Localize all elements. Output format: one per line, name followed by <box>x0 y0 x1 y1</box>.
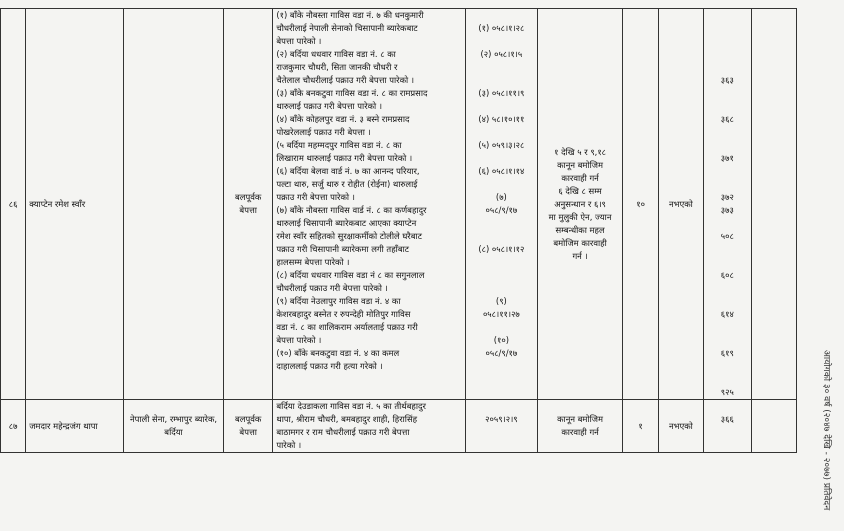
accused-name: क्याप्टेन रमेश स्वाँर <box>26 9 124 400</box>
recommendation-line: कारवाही गर्न <box>561 172 599 183</box>
date-entry: ०५८/९/१७ <box>485 348 518 358</box>
side-note <box>816 350 838 530</box>
incident-description <box>273 400 466 453</box>
recommendation-line: गर्न । <box>572 250 588 261</box>
page-number <box>707 400 747 413</box>
organization <box>124 9 224 400</box>
date-entry <box>469 126 534 139</box>
date-entry <box>469 321 534 334</box>
description-line: (६) बर्दिया बेलवा वार्ड नं. ७ का आनन्द परियार, <box>276 166 420 176</box>
description-line: (१) बाँके नौबस्ता गाविस वडा नं. ७ की धनकुमारी <box>276 10 424 20</box>
recommendation-line: कानून बमोजिम <box>557 414 604 424</box>
description-line: (२) बर्दिया धधवार गाविस वडा नं. ८ का <box>276 49 396 59</box>
description-line: पक्राउ गरी बेपत्ता पारेको । <box>276 192 355 202</box>
page-number: ३७३ <box>720 205 734 215</box>
description-line: चौधरीलाई पक्राउ गरी बेपत्ता पारेको । <box>276 283 388 293</box>
description-line: पक्राउ गरी चिसापानी ब्यारेकमा लगी तहाँबाट <box>276 244 409 254</box>
description-line: रमेश स्वाँर सहितको सुरक्षाकर्मीको टोलीले घरैबाट <box>276 231 422 241</box>
implementation-status: नभएको <box>658 9 703 400</box>
serial-number: ८६ <box>1 9 26 400</box>
date-entry <box>469 360 534 373</box>
page-number <box>707 334 747 347</box>
implementation-status: नभएको <box>658 400 703 453</box>
incident-type: बलपूर्वक बेपत्ता <box>223 400 272 453</box>
recommendation-line: कारवाही गर्न <box>561 427 599 437</box>
date-entry: (३) ०५८।११।९ <box>478 88 525 98</box>
page-number <box>707 360 747 373</box>
description-line: पारेको । <box>276 440 302 450</box>
description-line: (७) बाँके नौबस्ता गाविस वार्ड नं. ८ का कर्णबहादुर <box>276 205 427 215</box>
recommendation-line: ६ देखि ८ सम्म <box>558 185 602 196</box>
page-number <box>707 217 747 230</box>
date-entry <box>469 400 534 413</box>
organization: नेपाली सेना, रम्भापुर ब्यारेक, बर्दिया <box>124 400 224 453</box>
date-entry: २०५९।२।९ <box>485 414 518 424</box>
date-entry <box>469 426 534 439</box>
description-line: बर्दिया देउडाकला गाविस वडा नं. ५ का तीर्थबहादुर <box>276 401 426 411</box>
remarks-cell <box>751 400 796 453</box>
description-line: (९) बर्दिया नेउलापुर गाविस वडा नं. ४ का <box>276 296 401 306</box>
page-number <box>707 35 747 48</box>
date-entry: (७) <box>495 192 507 202</box>
page-number <box>707 426 747 439</box>
incident-dates <box>466 400 538 453</box>
date-entry: ०५८/९/१७ <box>485 205 518 215</box>
page-number <box>707 9 747 22</box>
date-entry <box>469 152 534 165</box>
page-number <box>707 178 747 191</box>
description-line: दाहाललाई पक्राउ गरी हत्या गरेको । <box>276 361 383 371</box>
date-entry: ०५८।११।२७ <box>482 309 520 319</box>
incident-dates <box>466 9 538 400</box>
description-line: चौधरीलाई नेपाली सेनाको चिसापानी ब्यारेकबाट <box>276 23 418 33</box>
page-references <box>704 9 751 400</box>
incident-description <box>273 9 466 400</box>
date-entry <box>469 74 534 87</box>
description-line: वडा नं. ८ का शालिकराम अर्यालताई पक्राउ गरी <box>276 322 418 332</box>
date-entry: (५) ०५९।३।२८ <box>478 140 525 150</box>
page-number: ६०८ <box>720 270 734 280</box>
description-line: बेपत्ता पारेको । <box>276 36 322 46</box>
description-line: थारुलाई चिसापानी ब्यारेकबाट आएका क्याप्टेन <box>276 218 417 228</box>
page-number <box>707 22 747 35</box>
date-entry <box>469 61 534 74</box>
description-line: थारुलाई पक्राउ गरी बेपत्ता पारेको । <box>276 101 383 111</box>
description-line: केशरबहादुर बस्नेत र रुपन्देही मोतिपुर गाविस <box>276 309 411 319</box>
date-entry: (१) ०५८।१।२८ <box>478 23 525 33</box>
incident-type: बलपूर्वक बेपत्ता <box>223 9 272 400</box>
page-number <box>707 48 747 61</box>
page-number: ६१९ <box>720 348 734 358</box>
date-entry <box>469 100 534 113</box>
date-entry: (१०) <box>493 335 509 345</box>
page-number: ३७२ <box>720 192 734 202</box>
date-entry <box>469 178 534 191</box>
date-entry <box>469 269 534 282</box>
date-entry: (२) ०५८।१।५ <box>480 49 523 59</box>
page-number <box>707 282 747 295</box>
page-references <box>704 400 751 453</box>
remarks-cell <box>751 9 796 400</box>
page-number <box>707 256 747 269</box>
recommendation-line: मा मुलुकी ऐन, ज्यान <box>548 211 612 222</box>
recommendation <box>537 400 623 453</box>
description-line: थापा, श्रीराम चौधरी, बमबहादुर शाही, हिरासिंह <box>276 414 418 424</box>
recommendation-line: अनुसन्धान र ६।९ <box>554 198 606 209</box>
victim-count: १० <box>623 9 658 400</box>
page-number <box>707 295 747 308</box>
date-entry <box>469 439 534 452</box>
date-entry <box>469 256 534 269</box>
page-number: ३७१ <box>720 153 734 163</box>
page-number <box>707 61 747 74</box>
page-number: ३६८ <box>720 114 734 124</box>
table-row <box>1 9 797 400</box>
page-number <box>707 439 747 452</box>
description-line: बेपत्ता पारेको । <box>276 335 322 345</box>
description-line: राजकुमार चौधरी, सिता जानकी चौधरी र <box>276 62 398 72</box>
date-entry <box>469 9 534 22</box>
description-line: (३) बाँके बनकटुवा गाविस वडा नं. ८ का रामप्रसाद <box>276 88 428 98</box>
date-entry: (९) <box>495 296 507 306</box>
recommendation-line: बमोजिम कारवाही <box>553 237 607 248</box>
page-number <box>707 100 747 113</box>
description-line: (५ बर्दिया महम्मदपुर गाविस वडा नं. ८ का <box>276 140 402 150</box>
description-line: हालसम्म बेपत्ता पारेको । <box>276 257 350 267</box>
description-line: बाठामगर र राम चौधरीलाई पक्राउ गरी बेपत्ता <box>276 427 410 437</box>
date-entry <box>469 217 534 230</box>
description-line: (४) बाँके कोहलपुर वडा नं. ३ बस्ने रामप्रसाद <box>276 114 410 124</box>
page-number: ३६३ <box>720 75 734 85</box>
date-entry <box>469 282 534 295</box>
page-number: ९२५ <box>720 387 734 397</box>
description-line: (८) बर्दिया धधवार गाविस वडा नं ८ का सगुनलाल <box>276 270 425 280</box>
date-entry: (८) ०५८।१।१२ <box>478 244 525 254</box>
table-row <box>1 400 797 453</box>
recommendation <box>537 9 623 400</box>
page-number <box>707 243 747 256</box>
records-table <box>0 8 797 453</box>
page-number <box>707 321 747 334</box>
date-entry: (६) ०५८।१।१४ <box>478 166 525 176</box>
side-note-text: आयोगको ३० वर्ष (२०४७ देखि - २०७७) प्रतिवेदन <box>821 350 831 511</box>
recommendation-line: सम्बन्धीका महल <box>555 224 605 235</box>
page-number <box>707 373 747 386</box>
date-entry: (४) ५८।१०।११ <box>478 114 525 124</box>
description-line: (१०) बाँके बनकटुवा वडा नं. ४ का कमल <box>276 348 400 358</box>
page-number: ६१४ <box>720 309 734 319</box>
serial-number: ८७ <box>1 400 26 453</box>
description-line: लिखाराम थारुलाई पक्राउ गरी बेपत्ता पारेको । <box>276 153 413 163</box>
page-number <box>707 139 747 152</box>
page-number <box>707 87 747 100</box>
page-number: ५०८ <box>720 231 734 241</box>
recommendation-line: १ देखि ५ र ९,१८ <box>554 146 607 157</box>
page-number <box>707 126 747 139</box>
date-entry <box>469 35 534 48</box>
description-line: पोखरेललाई पक्राउ गरी बेपत्ता । <box>276 127 371 137</box>
description-line: पल्टा थारु, सर्जु थारु र रोहीत (रोईना) थारुलाई <box>276 179 418 189</box>
date-entry <box>469 230 534 243</box>
page-number <box>707 165 747 178</box>
recommendation-line: कानून बमोजिम <box>557 159 604 170</box>
page-number: ३६६ <box>720 414 734 424</box>
description-line: चैतेलाल चौधरीलाई पक्राउ गरी बेपत्ता पारेको । <box>276 75 415 85</box>
victim-count: १ <box>623 400 658 453</box>
accused-name: जमदार महेन्द्रजंग थापा <box>26 400 124 453</box>
